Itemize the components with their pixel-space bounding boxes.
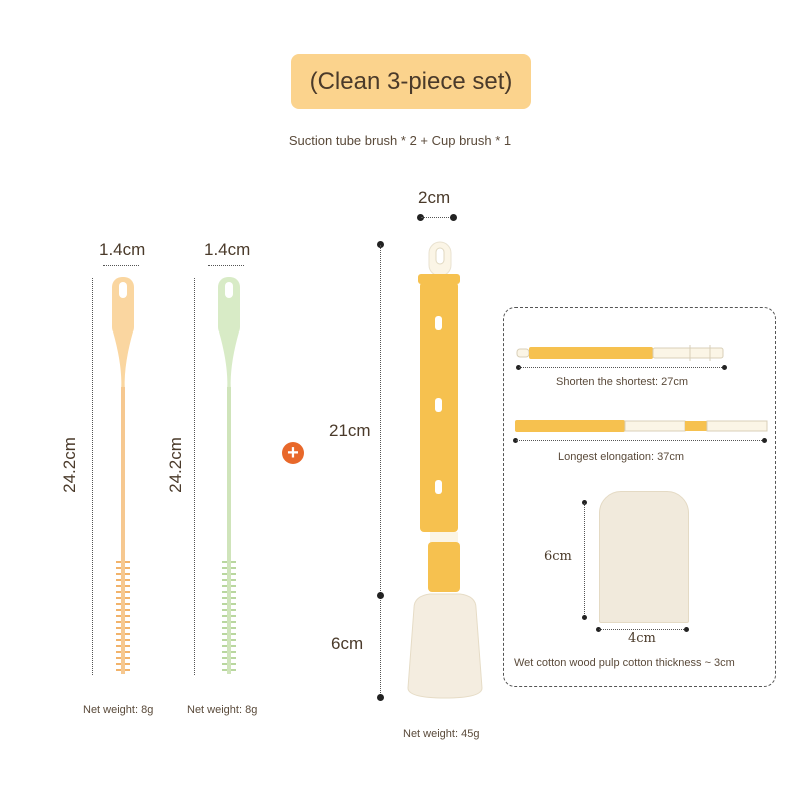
cup-brush-width-line xyxy=(421,217,453,218)
brush-shortened xyxy=(515,342,735,364)
cup-brush-handle-length: 21cm xyxy=(329,421,371,440)
brush2-width-line xyxy=(208,265,244,266)
brush2-length-line xyxy=(194,278,195,675)
shortest-label: Shorten the shortest: 27cm xyxy=(556,376,689,388)
measure-dot xyxy=(722,365,727,370)
longest-label: Longest elongation: 37cm xyxy=(558,451,684,463)
brush2-weight: Net weight: 8g xyxy=(187,704,258,716)
length-marker-dot xyxy=(377,694,384,701)
brush1-weight: Net weight: 8g xyxy=(83,704,154,716)
sponge-height-label: 6cm xyxy=(544,549,572,564)
sponge-note: Wet cotton wood pulp cotton thickness ~ 3cm xyxy=(514,657,735,669)
page-subtitle: Suction tube brush * 2 + Cup brush * 1 xyxy=(288,133,512,148)
cup-brush xyxy=(400,238,495,703)
brush1-width-label: 1.4cm xyxy=(99,240,146,259)
plus-icon: + xyxy=(282,442,304,464)
cup-brush-weight: Net weight: 45g xyxy=(403,728,480,740)
sponge-width-line xyxy=(599,629,686,630)
sponge-image xyxy=(599,491,689,623)
brush2-length-label: 24.2cm xyxy=(166,437,185,493)
straw-brush-orange xyxy=(105,272,145,682)
straw-brush-green xyxy=(210,272,250,682)
brush1-length-label: 24.2cm xyxy=(60,437,79,493)
measure-dot xyxy=(582,615,587,620)
sponge-width-label: 4cm xyxy=(628,631,656,646)
measure-dot xyxy=(684,627,689,632)
brush1-width-line xyxy=(103,265,139,266)
cup-brush-width-label: 2cm xyxy=(418,188,451,207)
sponge-height-line xyxy=(584,503,585,618)
width-marker-dot xyxy=(450,214,457,221)
shortest-measure-line xyxy=(519,367,724,368)
cup-brush-length-line xyxy=(380,245,381,697)
longest-measure-line xyxy=(516,440,764,441)
page-title: (Clean 3-piece set) xyxy=(291,54,531,109)
length-marker-dot xyxy=(377,592,384,599)
brush2-width-label: 1.4cm xyxy=(204,240,251,259)
brush1-length-line xyxy=(92,278,93,675)
cup-brush-sponge-length: 6cm xyxy=(331,634,364,653)
measure-dot xyxy=(762,438,767,443)
brush-extended xyxy=(513,416,771,436)
